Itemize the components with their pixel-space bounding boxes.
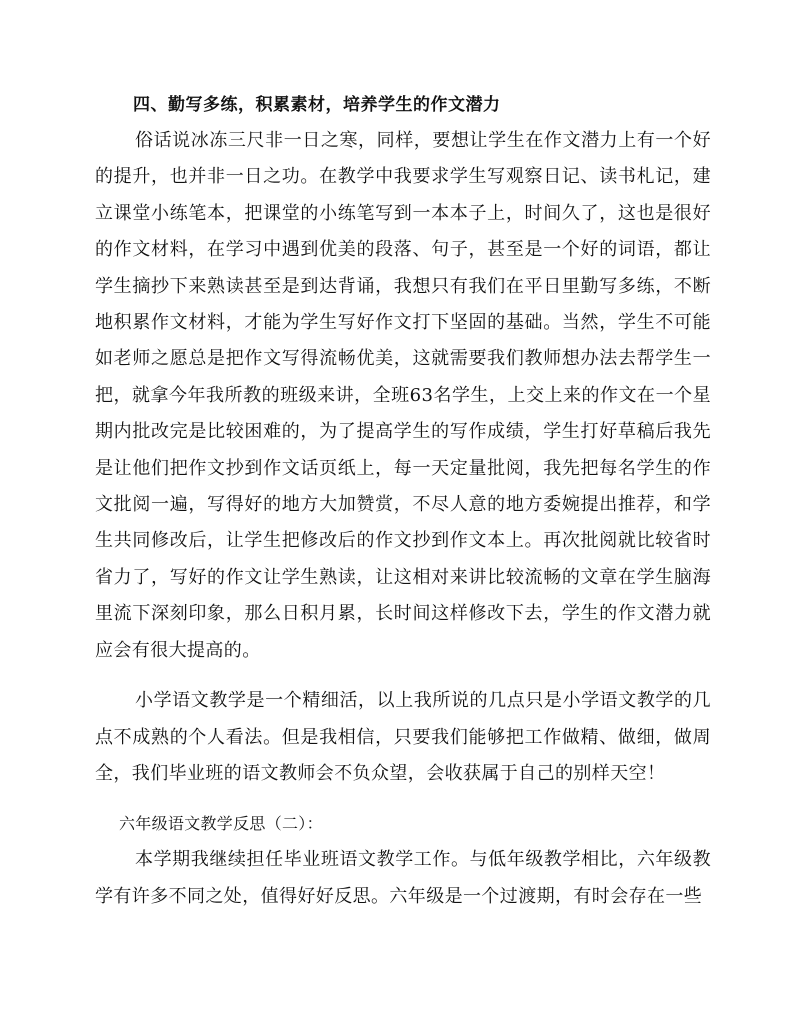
paragraph-reflection-intro: 本学期我继续担任毕业班语文教学工作。与低年级教学相比，六年级教学有许多不同之处，值得好好反思。六年级是一个过渡期，有时会存在一些: [95, 849, 711, 907]
section-heading: 四、勤写多练，积累素材，培养学生的作文潜力: [133, 95, 501, 115]
reflection-subheading: 六年级语文教学反思（二）：: [119, 814, 323, 834]
paragraph-conclusion: 小学语文教学是一个精细活，以上我所说的几点只是小学语文教学的几点不成熟的个人看法。但是我相信，只要我们能够把工作做精、做细，做周全，我们毕业班的语文教师会不负众望，会收获属于自己的别样天空！: [95, 690, 711, 784]
paragraph-writing-practice: 俗话说冰冻三尺非一日之寒，同样，要想让学生在作文潜力上有一个好的提升，也并非一日之功。在教学中我要求学生写观察日记、读书札记，建立课堂小练笔本，把课堂的小练笔写到一本本子上，时间久了，这也是很好的作文材料，在学习中遇到优美的段落、句子，甚至是一个好的词语，都让学生摘抄下来熟读甚至是到达背诵，我想只有我们在平日里勤写多练，不断地积累作文材料，才能为学生写好作文打下坚固的基础。当然，学生不可能如老师之愿总是把作文写得流畅优美，这就需要我们教师想办法去帮学生一把，就拿今年我所教的班级来讲，全班63名学生，上交上来的作文在一个星期内批改完是比较困难的，为了提高学生的写作成绩，学生打好草稿后我先是让他们把作文抄到作文话页纸上，每一天定量批阅，我先把每名学生的作文批阅一遍，写得好的地方大加赞赏，不尽人意的地方委婉提出推荐，和学生共同修改后，让学生把修改后的作文抄到作文本上。再次批阅就比较省时省力了，写好的作文让学生熟读，让这相对来讲比较流畅的文章在学生脑海里流下深刻印象，那么日积月累，长时间这样修改下去，学生的作文潜力就应会有很大提高的。: [95, 130, 711, 661]
document-body: [95, 88, 711, 915]
